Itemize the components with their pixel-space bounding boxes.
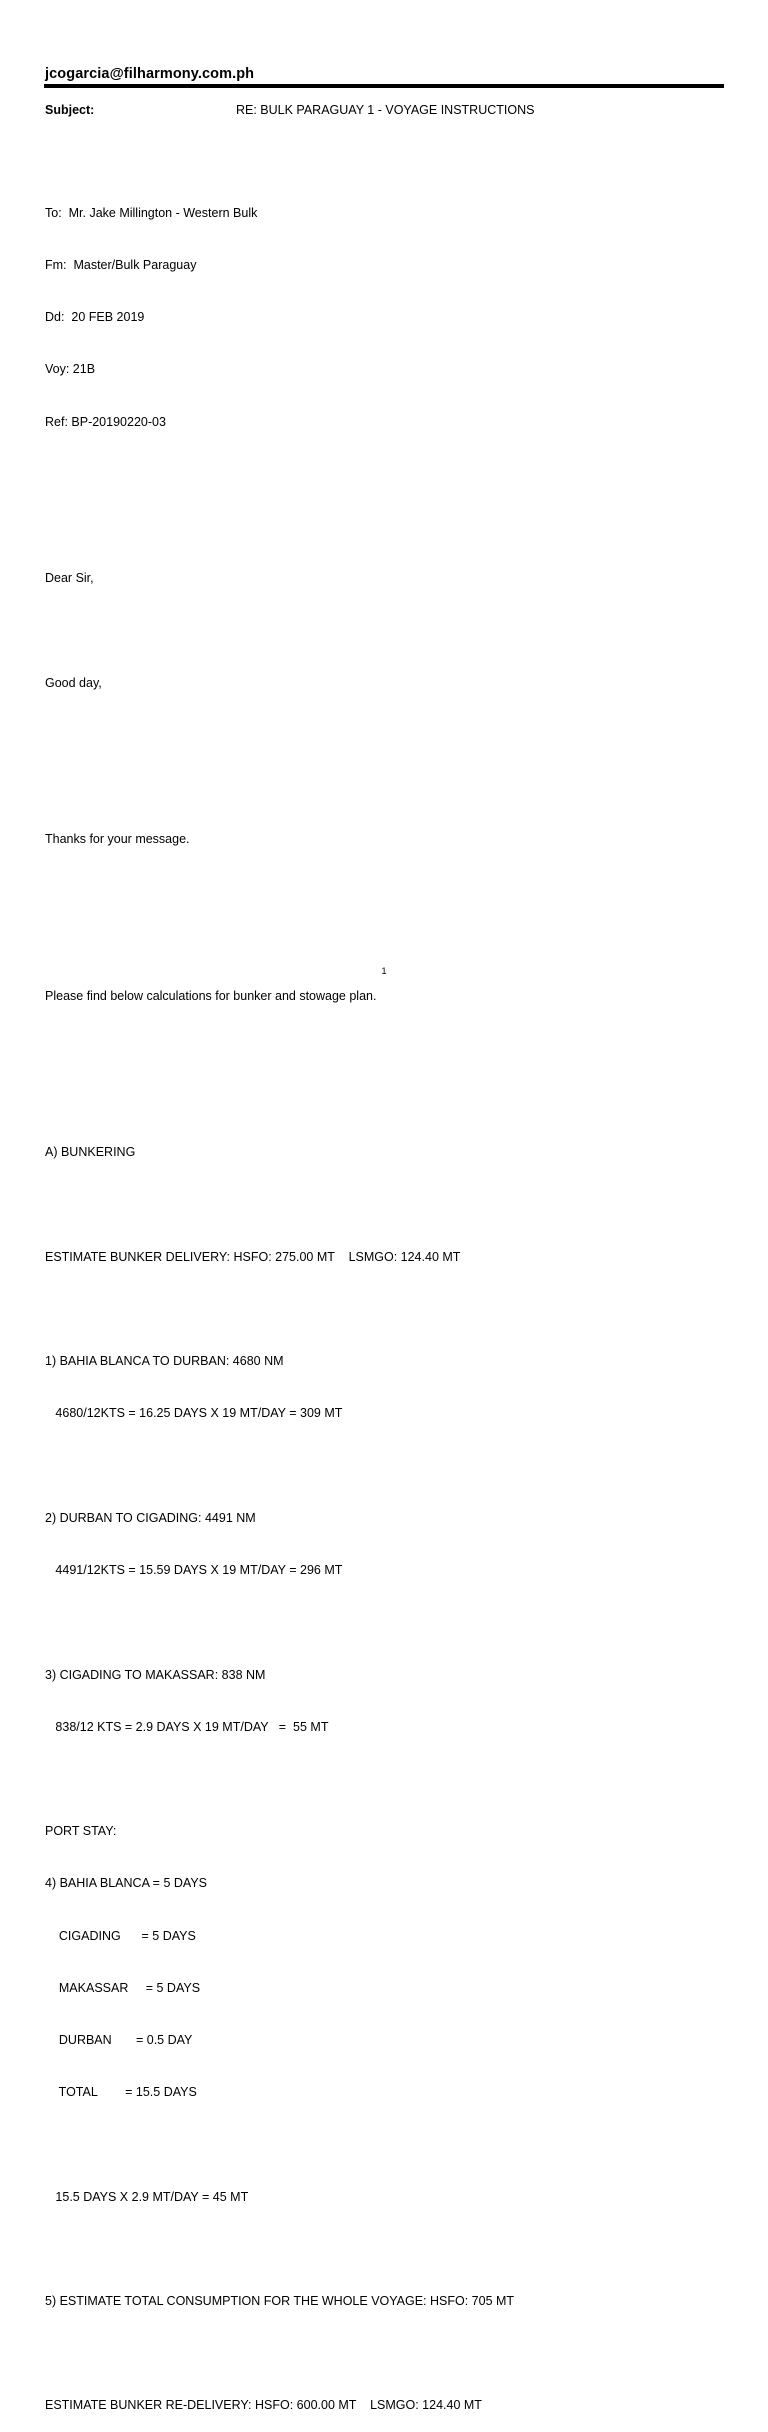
body-line-blank (45, 466, 725, 483)
subject-value: RE: BULK PARAGUAY 1 - VOYAGE INSTRUCTIONS (236, 103, 535, 117)
subject-label: Subject: (45, 103, 95, 117)
leg-3-heading: 3) CIGADING TO MAKASSAR: 838 NM (45, 1667, 266, 1682)
body-line-thanks: Thanks for your message. (45, 832, 190, 847)
header-divider (44, 84, 724, 88)
leg-1-heading: 1) BAHIA BLANCA TO DURBAN: 4680 NM (45, 1354, 284, 1369)
body-line-to: To: Mr. Jake Millington - Western Bulk (45, 205, 258, 220)
body-line-blank (45, 622, 725, 639)
body-line-blank (45, 1040, 725, 1057)
body-line-blank (45, 1771, 725, 1788)
body-line-blank (45, 2345, 725, 2362)
body-line-from: Fm: Master/Bulk Paraguay (45, 258, 197, 273)
port-stay-bahia-blanca: 4) BAHIA BLANCA = 5 DAYS (45, 1876, 207, 1891)
body-line-intro: Please find below calculations for bunker and stowage plan. (45, 988, 377, 1003)
leg-3-calculation: 838/12 KTS = 2.9 DAYS X 19 MT/DAY = 55 MT (45, 1719, 329, 1734)
body-line-blank (45, 1092, 725, 1109)
body-line-blank (45, 1614, 725, 1631)
bunker-delivery-estimate: ESTIMATE BUNKER DELIVERY: HSFO: 275.00 MT LSMGO: 124.40 MT (45, 1249, 461, 1264)
port-stay-makassar: MAKASSAR = 5 DAYS (45, 1980, 201, 1995)
body-line-blank (45, 936, 725, 953)
body-line-blank (45, 1301, 725, 1318)
body-line-blank (45, 2241, 725, 2258)
body-line-blank (45, 2136, 725, 2153)
port-stay-cigading: CIGADING = 5 DAYS (45, 1928, 196, 1943)
body-line-blank (45, 518, 725, 535)
port-stay-durban: DURBAN = 0.5 DAY (45, 2032, 193, 2047)
section-heading-bunkering: A) BUNKERING (45, 1145, 136, 1160)
body-line-blank (45, 1458, 725, 1475)
bunker-redelivery-estimate: ESTIMATE BUNKER RE-DELIVERY: HSFO: 600.00 MT LSMGO: 124.40 MT (45, 2398, 482, 2413)
sender-email: jcogarcia@filharmony.com.ph (45, 66, 255, 82)
leg-2-heading: 2) DURBAN TO CIGADING: 4491 NM (45, 1510, 256, 1525)
body-line-blank (45, 779, 725, 796)
body-line-greeting: Good day, (45, 675, 102, 690)
email-body (45, 170, 725, 2432)
port-stay-calculation: 15.5 DAYS X 2.9 MT/DAY = 45 MT (45, 2189, 249, 2204)
body-line-date: Dd: 20 FEB 2019 (45, 310, 145, 325)
body-line-blank (45, 883, 725, 900)
body-line-blank (45, 727, 725, 744)
leg-2-calculation: 4491/12KTS = 15.59 DAYS X 19 MT/DAY = 296 MT (45, 1563, 343, 1578)
page-number: 1 (381, 966, 387, 976)
leg-1-calculation: 4680/12KTS = 16.25 DAYS X 19 MT/DAY = 309 MT (45, 1406, 343, 1421)
port-stay-total: TOTAL = 15.5 DAYS (45, 2085, 197, 2100)
body-line-blank (45, 1197, 725, 1214)
body-line-salutation: Dear Sir, (45, 571, 94, 586)
body-line-voyage: Voy: 21B (45, 362, 96, 377)
total-consumption-estimate: 5) ESTIMATE TOTAL CONSUMPTION FOR THE WHOLE VOYAGE: HSFO: 705 MT (45, 2293, 515, 2308)
port-stay-heading: PORT STAY: (45, 1824, 117, 1839)
body-line-reference: Ref: BP-20190220-03 (45, 414, 166, 429)
